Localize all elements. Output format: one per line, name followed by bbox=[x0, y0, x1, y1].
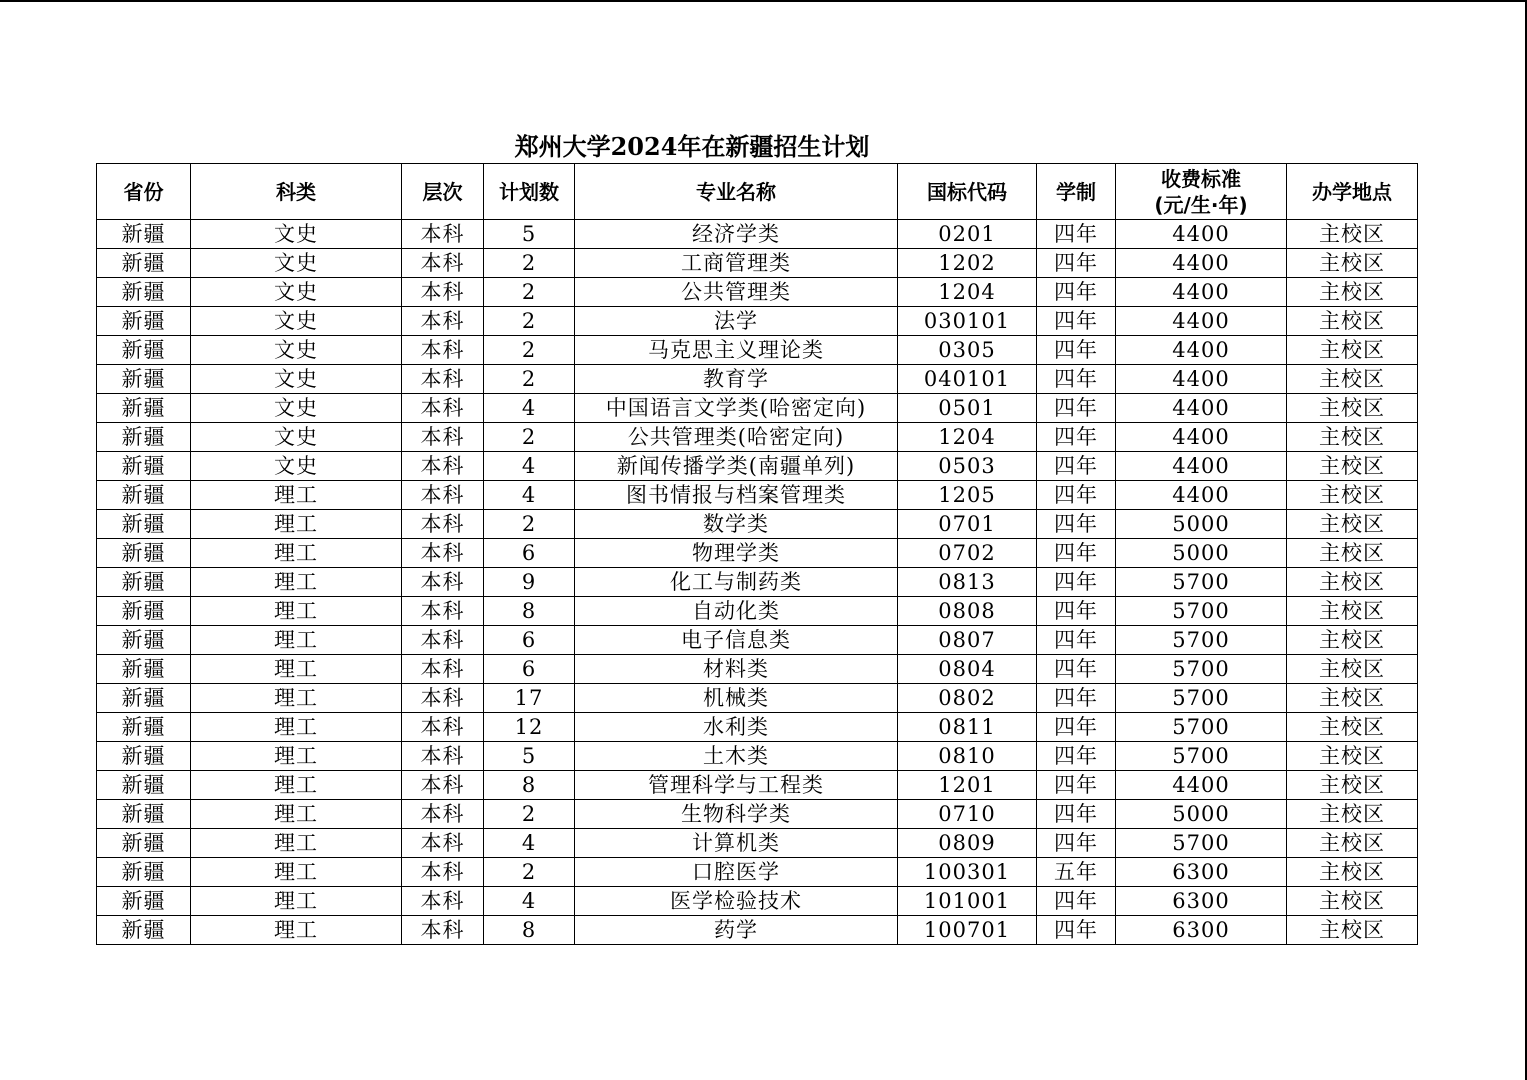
cell-plan-count: 12 bbox=[484, 713, 575, 742]
cell-category: 理工 bbox=[191, 771, 402, 800]
cell-location: 主校区 bbox=[1287, 423, 1418, 452]
cell-code: 100701 bbox=[898, 916, 1037, 945]
cell-category: 理工 bbox=[191, 481, 402, 510]
table-row bbox=[97, 742, 1418, 771]
cell-major-name: 材料类 bbox=[575, 655, 898, 684]
cell-province: 新疆 bbox=[97, 597, 191, 626]
cell-level: 本科 bbox=[402, 336, 484, 365]
cell-location: 主校区 bbox=[1287, 568, 1418, 597]
cell-category: 理工 bbox=[191, 858, 402, 887]
table-row bbox=[97, 307, 1418, 336]
cell-location: 主校区 bbox=[1287, 510, 1418, 539]
cell-level: 本科 bbox=[402, 394, 484, 423]
cell-province: 新疆 bbox=[97, 452, 191, 481]
cell-fee: 5000 bbox=[1116, 510, 1287, 539]
cell-category: 文史 bbox=[191, 365, 402, 394]
cell-location: 主校区 bbox=[1287, 539, 1418, 568]
cell-plan-count: 9 bbox=[484, 568, 575, 597]
cell-category: 文史 bbox=[191, 307, 402, 336]
table-row bbox=[97, 916, 1418, 945]
cell-fee: 5700 bbox=[1116, 684, 1287, 713]
table-row bbox=[97, 365, 1418, 394]
cell-province: 新疆 bbox=[97, 568, 191, 597]
cell-category: 文史 bbox=[191, 249, 402, 278]
cell-plan-count: 2 bbox=[484, 336, 575, 365]
cell-province: 新疆 bbox=[97, 365, 191, 394]
cell-plan-count: 2 bbox=[484, 365, 575, 394]
cell-major-name: 工商管理类 bbox=[575, 249, 898, 278]
header-level: 层次 bbox=[402, 164, 484, 220]
cell-province: 新疆 bbox=[97, 394, 191, 423]
cell-major-name: 公共管理类 bbox=[575, 278, 898, 307]
cell-category: 理工 bbox=[191, 655, 402, 684]
cell-category: 理工 bbox=[191, 626, 402, 655]
cell-location: 主校区 bbox=[1287, 336, 1418, 365]
cell-code: 1205 bbox=[898, 481, 1037, 510]
cell-fee: 4400 bbox=[1116, 771, 1287, 800]
cell-level: 本科 bbox=[402, 800, 484, 829]
cell-plan-count: 4 bbox=[484, 829, 575, 858]
cell-province: 新疆 bbox=[97, 655, 191, 684]
cell-code: 0501 bbox=[898, 394, 1037, 423]
cell-location: 主校区 bbox=[1287, 887, 1418, 916]
cell-fee: 4400 bbox=[1116, 423, 1287, 452]
cell-major-name: 医学检验技术 bbox=[575, 887, 898, 916]
page-top-border bbox=[0, 0, 1527, 2]
cell-level: 本科 bbox=[402, 307, 484, 336]
document-title: 郑州大学2024年在新疆招生计划 bbox=[514, 132, 870, 161]
cell-duration: 四年 bbox=[1037, 887, 1116, 916]
cell-fee: 5700 bbox=[1116, 742, 1287, 771]
cell-major-name: 药学 bbox=[575, 916, 898, 945]
cell-fee: 4400 bbox=[1116, 365, 1287, 394]
table-row bbox=[97, 568, 1418, 597]
cell-plan-count: 6 bbox=[484, 655, 575, 684]
cell-fee: 4400 bbox=[1116, 249, 1287, 278]
cell-code: 0809 bbox=[898, 829, 1037, 858]
table-row bbox=[97, 858, 1418, 887]
cell-location: 主校区 bbox=[1287, 713, 1418, 742]
cell-code: 040101 bbox=[898, 365, 1037, 394]
table-row bbox=[97, 597, 1418, 626]
cell-code: 0701 bbox=[898, 510, 1037, 539]
cell-major-name: 物理学类 bbox=[575, 539, 898, 568]
cell-duration: 四年 bbox=[1037, 684, 1116, 713]
table-row bbox=[97, 713, 1418, 742]
header-code: 国标代码 bbox=[898, 164, 1037, 220]
cell-location: 主校区 bbox=[1287, 829, 1418, 858]
cell-major-name: 公共管理类(哈密定向) bbox=[575, 423, 898, 452]
cell-location: 主校区 bbox=[1287, 597, 1418, 626]
cell-code: 0710 bbox=[898, 800, 1037, 829]
header-major-name: 专业名称 bbox=[575, 164, 898, 220]
cell-code: 0804 bbox=[898, 655, 1037, 684]
cell-province: 新疆 bbox=[97, 626, 191, 655]
cell-major-name: 电子信息类 bbox=[575, 626, 898, 655]
cell-province: 新疆 bbox=[97, 481, 191, 510]
cell-fee: 5700 bbox=[1116, 713, 1287, 742]
cell-level: 本科 bbox=[402, 742, 484, 771]
cell-plan-count: 2 bbox=[484, 278, 575, 307]
cell-category: 理工 bbox=[191, 510, 402, 539]
table-row bbox=[97, 394, 1418, 423]
cell-duration: 四年 bbox=[1037, 829, 1116, 858]
cell-plan-count: 4 bbox=[484, 394, 575, 423]
cell-fee: 5000 bbox=[1116, 800, 1287, 829]
cell-level: 本科 bbox=[402, 829, 484, 858]
cell-province: 新疆 bbox=[97, 771, 191, 800]
cell-duration: 四年 bbox=[1037, 452, 1116, 481]
cell-major-name: 法学 bbox=[575, 307, 898, 336]
cell-plan-count: 2 bbox=[484, 800, 575, 829]
table-row bbox=[97, 771, 1418, 800]
header-fee-line1: 收费标准 bbox=[1161, 166, 1241, 191]
cell-plan-count: 2 bbox=[484, 510, 575, 539]
cell-fee: 5700 bbox=[1116, 829, 1287, 858]
cell-level: 本科 bbox=[402, 481, 484, 510]
table-row bbox=[97, 655, 1418, 684]
cell-duration: 四年 bbox=[1037, 771, 1116, 800]
cell-plan-count: 17 bbox=[484, 684, 575, 713]
header-category: 科类 bbox=[191, 164, 402, 220]
cell-fee: 5700 bbox=[1116, 626, 1287, 655]
cell-plan-count: 6 bbox=[484, 626, 575, 655]
cell-fee: 4400 bbox=[1116, 336, 1287, 365]
cell-code: 0807 bbox=[898, 626, 1037, 655]
cell-major-name: 土木类 bbox=[575, 742, 898, 771]
cell-plan-count: 5 bbox=[484, 220, 575, 249]
header-fee bbox=[1116, 164, 1287, 220]
cell-level: 本科 bbox=[402, 510, 484, 539]
cell-code: 101001 bbox=[898, 887, 1037, 916]
cell-code: 0201 bbox=[898, 220, 1037, 249]
cell-level: 本科 bbox=[402, 365, 484, 394]
cell-duration: 四年 bbox=[1037, 278, 1116, 307]
cell-plan-count: 2 bbox=[484, 423, 575, 452]
cell-category: 文史 bbox=[191, 423, 402, 452]
table-header-row bbox=[97, 164, 1418, 220]
cell-level: 本科 bbox=[402, 423, 484, 452]
cell-fee: 5000 bbox=[1116, 539, 1287, 568]
header-plan-count: 计划数 bbox=[484, 164, 575, 220]
cell-location: 主校区 bbox=[1287, 220, 1418, 249]
cell-province: 新疆 bbox=[97, 307, 191, 336]
cell-plan-count: 5 bbox=[484, 742, 575, 771]
cell-province: 新疆 bbox=[97, 829, 191, 858]
cell-level: 本科 bbox=[402, 626, 484, 655]
cell-province: 新疆 bbox=[97, 249, 191, 278]
table-row bbox=[97, 800, 1418, 829]
cell-province: 新疆 bbox=[97, 887, 191, 916]
cell-level: 本科 bbox=[402, 858, 484, 887]
cell-fee: 4400 bbox=[1116, 481, 1287, 510]
cell-code: 0802 bbox=[898, 684, 1037, 713]
cell-province: 新疆 bbox=[97, 742, 191, 771]
cell-level: 本科 bbox=[402, 771, 484, 800]
header-duration: 学制 bbox=[1037, 164, 1116, 220]
cell-major-name: 经济学类 bbox=[575, 220, 898, 249]
cell-fee: 4400 bbox=[1116, 452, 1287, 481]
cell-location: 主校区 bbox=[1287, 626, 1418, 655]
cell-fee: 5700 bbox=[1116, 597, 1287, 626]
cell-category: 文史 bbox=[191, 452, 402, 481]
cell-code: 0811 bbox=[898, 713, 1037, 742]
cell-code: 1204 bbox=[898, 423, 1037, 452]
cell-province: 新疆 bbox=[97, 539, 191, 568]
header-province: 省份 bbox=[97, 164, 191, 220]
cell-major-name: 机械类 bbox=[575, 684, 898, 713]
cell-level: 本科 bbox=[402, 249, 484, 278]
cell-category: 理工 bbox=[191, 597, 402, 626]
cell-duration: 四年 bbox=[1037, 510, 1116, 539]
table-row bbox=[97, 336, 1418, 365]
table-row bbox=[97, 539, 1418, 568]
cell-location: 主校区 bbox=[1287, 452, 1418, 481]
cell-duration: 四年 bbox=[1037, 307, 1116, 336]
cell-major-name: 计算机类 bbox=[575, 829, 898, 858]
cell-province: 新疆 bbox=[97, 510, 191, 539]
cell-location: 主校区 bbox=[1287, 742, 1418, 771]
cell-duration: 四年 bbox=[1037, 626, 1116, 655]
cell-province: 新疆 bbox=[97, 800, 191, 829]
cell-province: 新疆 bbox=[97, 916, 191, 945]
cell-plan-count: 8 bbox=[484, 597, 575, 626]
cell-duration: 四年 bbox=[1037, 713, 1116, 742]
cell-fee: 6300 bbox=[1116, 916, 1287, 945]
cell-major-name: 中国语言文学类(哈密定向) bbox=[575, 394, 898, 423]
cell-province: 新疆 bbox=[97, 278, 191, 307]
table-row bbox=[97, 887, 1418, 916]
cell-fee: 6300 bbox=[1116, 858, 1287, 887]
cell-duration: 四年 bbox=[1037, 481, 1116, 510]
table-row bbox=[97, 278, 1418, 307]
cell-code: 0702 bbox=[898, 539, 1037, 568]
cell-category: 文史 bbox=[191, 336, 402, 365]
cell-location: 主校区 bbox=[1287, 684, 1418, 713]
header-fee-line2: (元/生·年) bbox=[1154, 192, 1248, 217]
table-body bbox=[97, 220, 1418, 945]
cell-category: 理工 bbox=[191, 684, 402, 713]
cell-code: 0810 bbox=[898, 742, 1037, 771]
cell-major-name: 数学类 bbox=[575, 510, 898, 539]
cell-location: 主校区 bbox=[1287, 858, 1418, 887]
table-row bbox=[97, 452, 1418, 481]
enrollment-plan-table bbox=[96, 163, 1418, 945]
table-row bbox=[97, 423, 1418, 452]
cell-duration: 四年 bbox=[1037, 220, 1116, 249]
cell-category: 理工 bbox=[191, 800, 402, 829]
cell-duration: 四年 bbox=[1037, 597, 1116, 626]
cell-duration: 四年 bbox=[1037, 336, 1116, 365]
table-row bbox=[97, 626, 1418, 655]
cell-plan-count: 2 bbox=[484, 307, 575, 336]
cell-category: 文史 bbox=[191, 220, 402, 249]
cell-duration: 四年 bbox=[1037, 916, 1116, 945]
cell-category: 理工 bbox=[191, 713, 402, 742]
cell-province: 新疆 bbox=[97, 684, 191, 713]
cell-category: 理工 bbox=[191, 742, 402, 771]
cell-code: 0503 bbox=[898, 452, 1037, 481]
cell-major-name: 自动化类 bbox=[575, 597, 898, 626]
cell-plan-count: 2 bbox=[484, 858, 575, 887]
cell-major-name: 水利类 bbox=[575, 713, 898, 742]
cell-category: 理工 bbox=[191, 568, 402, 597]
cell-level: 本科 bbox=[402, 887, 484, 916]
cell-location: 主校区 bbox=[1287, 249, 1418, 278]
cell-location: 主校区 bbox=[1287, 800, 1418, 829]
cell-duration: 四年 bbox=[1037, 800, 1116, 829]
cell-duration: 四年 bbox=[1037, 423, 1116, 452]
cell-major-name: 新闻传播学类(南疆单列) bbox=[575, 452, 898, 481]
cell-major-name: 口腔医学 bbox=[575, 858, 898, 887]
cell-fee: 4400 bbox=[1116, 394, 1287, 423]
cell-fee: 4400 bbox=[1116, 278, 1287, 307]
cell-province: 新疆 bbox=[97, 713, 191, 742]
cell-category: 理工 bbox=[191, 539, 402, 568]
cell-level: 本科 bbox=[402, 452, 484, 481]
cell-level: 本科 bbox=[402, 568, 484, 597]
cell-plan-count: 6 bbox=[484, 539, 575, 568]
cell-duration: 四年 bbox=[1037, 568, 1116, 597]
cell-location: 主校区 bbox=[1287, 655, 1418, 684]
cell-plan-count: 8 bbox=[484, 771, 575, 800]
cell-level: 本科 bbox=[402, 684, 484, 713]
table-row bbox=[97, 220, 1418, 249]
table-row bbox=[97, 829, 1418, 858]
cell-duration: 四年 bbox=[1037, 742, 1116, 771]
cell-code: 100301 bbox=[898, 858, 1037, 887]
cell-duration: 四年 bbox=[1037, 249, 1116, 278]
cell-code: 0808 bbox=[898, 597, 1037, 626]
cell-major-name: 马克思主义理论类 bbox=[575, 336, 898, 365]
cell-location: 主校区 bbox=[1287, 307, 1418, 336]
cell-level: 本科 bbox=[402, 220, 484, 249]
cell-duration: 五年 bbox=[1037, 858, 1116, 887]
cell-level: 本科 bbox=[402, 916, 484, 945]
cell-major-name: 图书情报与档案管理类 bbox=[575, 481, 898, 510]
cell-major-name: 化工与制药类 bbox=[575, 568, 898, 597]
table-row bbox=[97, 510, 1418, 539]
cell-province: 新疆 bbox=[97, 336, 191, 365]
cell-location: 主校区 bbox=[1287, 278, 1418, 307]
cell-duration: 四年 bbox=[1037, 539, 1116, 568]
cell-duration: 四年 bbox=[1037, 655, 1116, 684]
cell-province: 新疆 bbox=[97, 858, 191, 887]
cell-code: 1204 bbox=[898, 278, 1037, 307]
cell-major-name: 管理科学与工程类 bbox=[575, 771, 898, 800]
cell-category: 文史 bbox=[191, 278, 402, 307]
cell-code: 1201 bbox=[898, 771, 1037, 800]
cell-location: 主校区 bbox=[1287, 481, 1418, 510]
cell-location: 主校区 bbox=[1287, 394, 1418, 423]
cell-level: 本科 bbox=[402, 539, 484, 568]
cell-duration: 四年 bbox=[1037, 365, 1116, 394]
cell-location: 主校区 bbox=[1287, 771, 1418, 800]
cell-plan-count: 8 bbox=[484, 916, 575, 945]
cell-code: 0305 bbox=[898, 336, 1037, 365]
header-location: 办学地点 bbox=[1287, 164, 1418, 220]
cell-category: 文史 bbox=[191, 394, 402, 423]
cell-code: 0813 bbox=[898, 568, 1037, 597]
cell-duration: 四年 bbox=[1037, 394, 1116, 423]
cell-level: 本科 bbox=[402, 597, 484, 626]
table-row bbox=[97, 684, 1418, 713]
cell-plan-count: 4 bbox=[484, 887, 575, 916]
cell-fee: 5700 bbox=[1116, 568, 1287, 597]
cell-category: 理工 bbox=[191, 887, 402, 916]
cell-code: 030101 bbox=[898, 307, 1037, 336]
cell-level: 本科 bbox=[402, 713, 484, 742]
cell-major-name: 生物科学类 bbox=[575, 800, 898, 829]
cell-level: 本科 bbox=[402, 278, 484, 307]
cell-plan-count: 4 bbox=[484, 481, 575, 510]
cell-major-name: 教育学 bbox=[575, 365, 898, 394]
cell-province: 新疆 bbox=[97, 220, 191, 249]
cell-code: 1202 bbox=[898, 249, 1037, 278]
cell-fee: 4400 bbox=[1116, 307, 1287, 336]
cell-fee: 4400 bbox=[1116, 220, 1287, 249]
cell-location: 主校区 bbox=[1287, 365, 1418, 394]
cell-fee: 5700 bbox=[1116, 655, 1287, 684]
cell-plan-count: 4 bbox=[484, 452, 575, 481]
cell-category: 理工 bbox=[191, 916, 402, 945]
cell-level: 本科 bbox=[402, 655, 484, 684]
cell-fee: 6300 bbox=[1116, 887, 1287, 916]
cell-location: 主校区 bbox=[1287, 916, 1418, 945]
cell-plan-count: 2 bbox=[484, 249, 575, 278]
cell-province: 新疆 bbox=[97, 423, 191, 452]
table-row bbox=[97, 249, 1418, 278]
table-row bbox=[97, 481, 1418, 510]
cell-category: 理工 bbox=[191, 829, 402, 858]
